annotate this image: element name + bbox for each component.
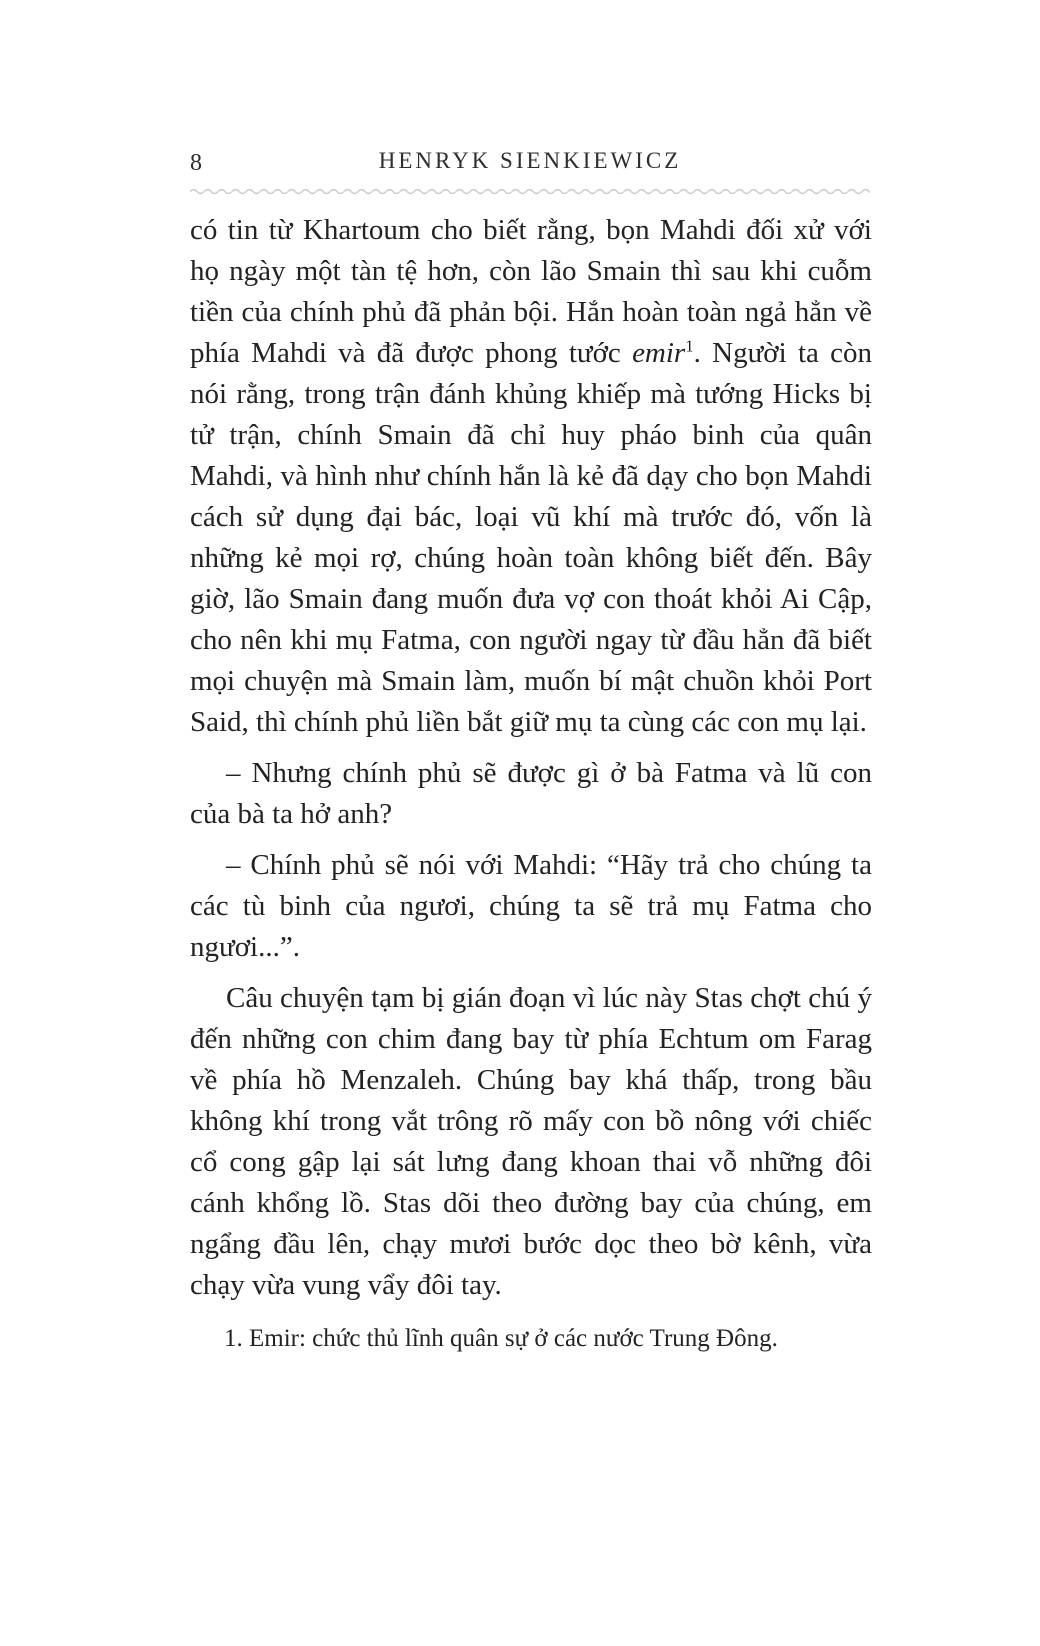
page-number: 8: [190, 150, 202, 176]
paragraph-continuation: [190, 210, 872, 743]
emir-italic-term: emir: [632, 337, 686, 369]
footnote-reference-1: 1: [685, 336, 694, 356]
narrative-paragraph: Câu chuyện tạm bị gián đoạn vì lúc này Stas chợt chú ý đến những con chim đang bay từ phía Echtum om Farag về phía hồ Menzaleh. Chúng bay khá thấp, trong bầu không khí trong vắt trông rõ mấy con bồ nông với chiếc cổ cong gập lại sát lưng đang khoan thai vỗ những đôi cánh khổng lồ. Stas dõi theo đường bay của chúng, em ngẩng đầu lên, chạy mươi bước dọc theo bờ kênh, vừa chạy vừa vung vẩy đôi tay.: [190, 982, 872, 1301]
footnote: 1. Emir: chức thủ lĩnh quân sự ở các nước Trung Đông.: [224, 1325, 778, 1352]
header-wavy-divider: [190, 186, 870, 196]
paragraph-text: . Người ta còn nói rằng, trong trận đánh khủng khiếp mà tướng Hicks bị tử trận, chính Smain đã chỉ huy pháo binh của quân Mahdi, và hình như chính hắn là kẻ đã dạy cho bọn Mahdi cách sử dụng đại bác, loại vũ khí mà trước đó, vốn là những kẻ mọi rợ, chúng hoàn toàn không biết đến. Bây giờ, lão Smain đang muốn đưa vợ con thoát khỏi Ai Cập, cho nên khi mụ Fatma, con người ngay từ đầu hẳn đã biết mọi chuyện mà Smain làm, muốn bí mật chuồn khỏi Port Said, thì chính phủ liền bắt giữ mụ ta cùng các con mụ lại.: [190, 337, 872, 738]
body-text-block: [190, 210, 872, 1306]
running-header-title: HENRYK SIENKIEWICZ: [378, 148, 682, 173]
paragraph-text: có tin từ Khartoum cho biết rằng, bọn Mahdi đối xử với họ ngày một tàn tệ hơn, còn lão Smain thì sau khi cuỗm tiền của chính phủ đã phản bội. Hắn hoàn toàn ngả hẳn về phía Mahdi và đã được phong tước: [190, 214, 872, 369]
dialogue-paragraph: – Nhưng chính phủ sẽ được gì ở bà Fatma và lũ con của bà ta hở anh?: [190, 757, 872, 830]
dialogue-paragraph: – Chính phủ sẽ nói với Mahdi: “Hãy trả cho chúng ta các tù binh của ngươi, chúng ta sẽ trả mụ Fatma cho ngươi...”.: [190, 849, 872, 963]
page-header: [190, 148, 870, 182]
